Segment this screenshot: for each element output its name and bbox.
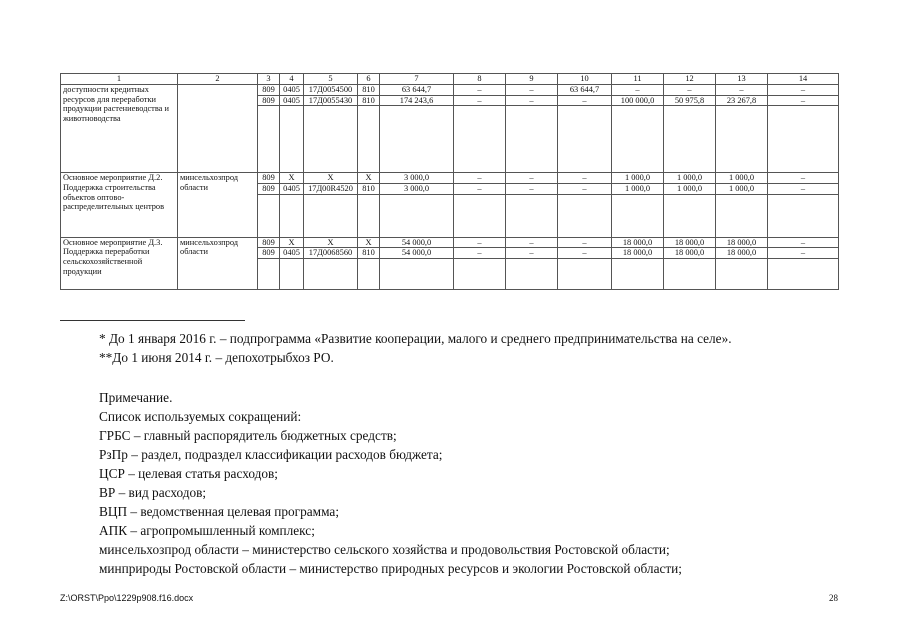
header-cell: 6 xyxy=(358,74,380,85)
executor-cell: минсельхозпрод области xyxy=(178,173,258,237)
table-cell: 1 000,0 xyxy=(716,183,768,194)
footnote: **До 1 июня 2014 г. – депохотрыбхоз РО. xyxy=(99,350,334,365)
table-cell: 809 xyxy=(258,237,280,248)
table-cell: – xyxy=(768,183,839,194)
table-cell: – xyxy=(664,85,716,96)
table-cell: – xyxy=(558,248,612,259)
table-cell: 17Д0068560 xyxy=(304,248,358,259)
empty-cell xyxy=(258,258,280,289)
table-cell: Х xyxy=(280,173,304,184)
table-cell: – xyxy=(768,248,839,259)
table-cell: Х xyxy=(304,173,358,184)
footnote-separator xyxy=(60,320,245,321)
table-cell: – xyxy=(506,183,558,194)
measure-name-cell: Основное мероприятие Д.3. Поддержка переработки сельскохозяйственной продукции xyxy=(61,237,178,289)
table-cell: Х xyxy=(280,237,304,248)
header-cell: 4 xyxy=(280,74,304,85)
table-cell: 0405 xyxy=(280,183,304,194)
empty-cell xyxy=(258,194,280,237)
table-cell: 54 000,0 xyxy=(380,248,454,259)
table-cell: – xyxy=(506,173,558,184)
table-cell: 1 000,0 xyxy=(664,173,716,184)
empty-cell xyxy=(304,106,358,173)
table-cell: 18 000,0 xyxy=(716,248,768,259)
table-cell: 54 000,0 xyxy=(380,237,454,248)
abbreviations-note xyxy=(99,388,682,578)
empty-cell xyxy=(304,258,358,289)
table-cell: – xyxy=(558,95,612,106)
empty-cell xyxy=(454,258,506,289)
empty-cell xyxy=(664,194,716,237)
empty-cell xyxy=(258,106,280,173)
note-line: минприроды Ростовской области – министерство природных ресурсов и экологии Ростовской области; xyxy=(99,561,682,576)
table-cell: Х xyxy=(304,237,358,248)
empty-cell xyxy=(506,194,558,237)
note-line: ГРБС – главный распорядитель бюджетных средств; xyxy=(99,428,397,443)
table-cell: 810 xyxy=(358,95,380,106)
table-cell: 3 000,0 xyxy=(380,173,454,184)
note-line: Список используемых сокращений: xyxy=(99,409,302,424)
table-cell: 17Д0054500 xyxy=(304,85,358,96)
header-cell: 2 xyxy=(178,74,258,85)
table-header-row xyxy=(61,74,839,85)
table-cell: – xyxy=(454,237,506,248)
header-cell: 11 xyxy=(612,74,664,85)
table-cell: 18 000,0 xyxy=(612,248,664,259)
empty-cell xyxy=(358,194,380,237)
table-cell: 18 000,0 xyxy=(716,237,768,248)
table-cell: 100 000,0 xyxy=(612,95,664,106)
table-cell: – xyxy=(506,85,558,96)
empty-cell xyxy=(506,258,558,289)
header-cell: 10 xyxy=(558,74,612,85)
table-cell: 18 000,0 xyxy=(664,248,716,259)
empty-cell xyxy=(380,258,454,289)
empty-cell xyxy=(358,258,380,289)
empty-cell xyxy=(380,194,454,237)
executor-cell: минсельхозпрод области xyxy=(178,237,258,289)
empty-cell xyxy=(558,106,612,173)
table-cell: – xyxy=(768,173,839,184)
header-cell: 14 xyxy=(768,74,839,85)
table-cell: 809 xyxy=(258,95,280,106)
empty-cell xyxy=(612,258,664,289)
header-cell: 12 xyxy=(664,74,716,85)
empty-cell xyxy=(280,194,304,237)
empty-cell xyxy=(304,194,358,237)
table-cell: 18 000,0 xyxy=(664,237,716,248)
table-cell: 17Д0055430 xyxy=(304,95,358,106)
empty-cell xyxy=(612,106,664,173)
budget-table xyxy=(60,73,839,290)
table-cell: – xyxy=(454,173,506,184)
footnotes xyxy=(99,329,732,367)
note-line: РзПр – раздел, подраздел классификации расходов бюджета; xyxy=(99,447,443,462)
table-cell: 809 xyxy=(258,85,280,96)
empty-cell xyxy=(558,194,612,237)
table-cell: – xyxy=(454,95,506,106)
table-cell: 3 000,0 xyxy=(380,183,454,194)
table-cell: – xyxy=(558,237,612,248)
table-cell: – xyxy=(454,183,506,194)
empty-cell xyxy=(716,258,768,289)
table-cell: 1 000,0 xyxy=(612,183,664,194)
table-row xyxy=(61,237,839,248)
table-cell: 50 975,8 xyxy=(664,95,716,106)
empty-cell xyxy=(664,106,716,173)
footer-file-path: Z:\ORST\Ppo\1229p908.f16.docx xyxy=(60,593,194,603)
table-cell: – xyxy=(768,237,839,248)
table-cell: 18 000,0 xyxy=(612,237,664,248)
table-cell: 0405 xyxy=(280,95,304,106)
table-cell: 63 644,7 xyxy=(380,85,454,96)
header-cell: 7 xyxy=(380,74,454,85)
empty-cell xyxy=(280,106,304,173)
empty-cell xyxy=(280,258,304,289)
note-line: ЦСР – целевая статья расходов; xyxy=(99,466,278,481)
empty-cell xyxy=(768,194,839,237)
table-cell: – xyxy=(558,183,612,194)
table-cell: 0405 xyxy=(280,248,304,259)
table-cell: 17Д00R4520 xyxy=(304,183,358,194)
table-cell: 810 xyxy=(358,248,380,259)
empty-cell xyxy=(506,106,558,173)
table-cell: Х xyxy=(358,237,380,248)
measure-name-cell: доступности кредитных ресурсов для переработки продукции растениеводства и животноводства xyxy=(61,85,178,173)
table-cell: 63 644,7 xyxy=(558,85,612,96)
measure-name-cell: Основное мероприятие Д.2. Поддержка строительства объектов оптово-распределительных центров xyxy=(61,173,178,237)
empty-cell xyxy=(380,106,454,173)
empty-cell xyxy=(454,106,506,173)
table-row xyxy=(61,173,839,184)
footnote: * До 1 января 2016 г. – подпрограмма «Развитие кооперации, малого и среднего предпринимательства на селе». xyxy=(99,331,732,346)
table-cell: 809 xyxy=(258,173,280,184)
empty-cell xyxy=(358,106,380,173)
note-line: ВР – вид расходов; xyxy=(99,485,207,500)
table-cell: – xyxy=(454,248,506,259)
table-cell: 810 xyxy=(358,85,380,96)
table-cell: 809 xyxy=(258,248,280,259)
table-cell: 1 000,0 xyxy=(716,173,768,184)
table-cell: 23 267,8 xyxy=(716,95,768,106)
table-cell: 809 xyxy=(258,183,280,194)
table-cell: – xyxy=(768,85,839,96)
table-cell: 1 000,0 xyxy=(664,183,716,194)
empty-cell xyxy=(664,258,716,289)
table-cell: – xyxy=(506,95,558,106)
table-row xyxy=(61,85,839,96)
empty-cell xyxy=(454,194,506,237)
header-cell: 13 xyxy=(716,74,768,85)
header-cell: 3 xyxy=(258,74,280,85)
table-cell: – xyxy=(506,248,558,259)
page-number: 28 xyxy=(829,593,838,603)
table-cell: – xyxy=(768,95,839,106)
header-cell: 5 xyxy=(304,74,358,85)
table-cell: – xyxy=(716,85,768,96)
note-line: АПК – агропромышленный комплекс; xyxy=(99,523,315,538)
table-cell: – xyxy=(506,237,558,248)
empty-cell xyxy=(716,106,768,173)
table-cell: Х xyxy=(358,173,380,184)
header-cell: 8 xyxy=(454,74,506,85)
empty-cell xyxy=(612,194,664,237)
table-cell: – xyxy=(454,85,506,96)
table-cell: – xyxy=(558,173,612,184)
table-cell: 1 000,0 xyxy=(612,173,664,184)
note-line: минсельхозпрод области – министерство сельского хозяйства и продовольствия Ростовской области; xyxy=(99,542,670,557)
table-cell: – xyxy=(612,85,664,96)
note-line: ВЦП – ведомственная целевая программа; xyxy=(99,504,340,519)
table-cell: 810 xyxy=(358,183,380,194)
table-cell: 174 243,6 xyxy=(380,95,454,106)
table-cell: 0405 xyxy=(280,85,304,96)
header-cell: 9 xyxy=(506,74,558,85)
executor-cell xyxy=(178,85,258,173)
empty-cell xyxy=(768,106,839,173)
header-cell: 1 xyxy=(61,74,178,85)
empty-cell xyxy=(558,258,612,289)
note-title: Примечание. xyxy=(99,390,173,405)
empty-cell xyxy=(716,194,768,237)
empty-cell xyxy=(768,258,839,289)
